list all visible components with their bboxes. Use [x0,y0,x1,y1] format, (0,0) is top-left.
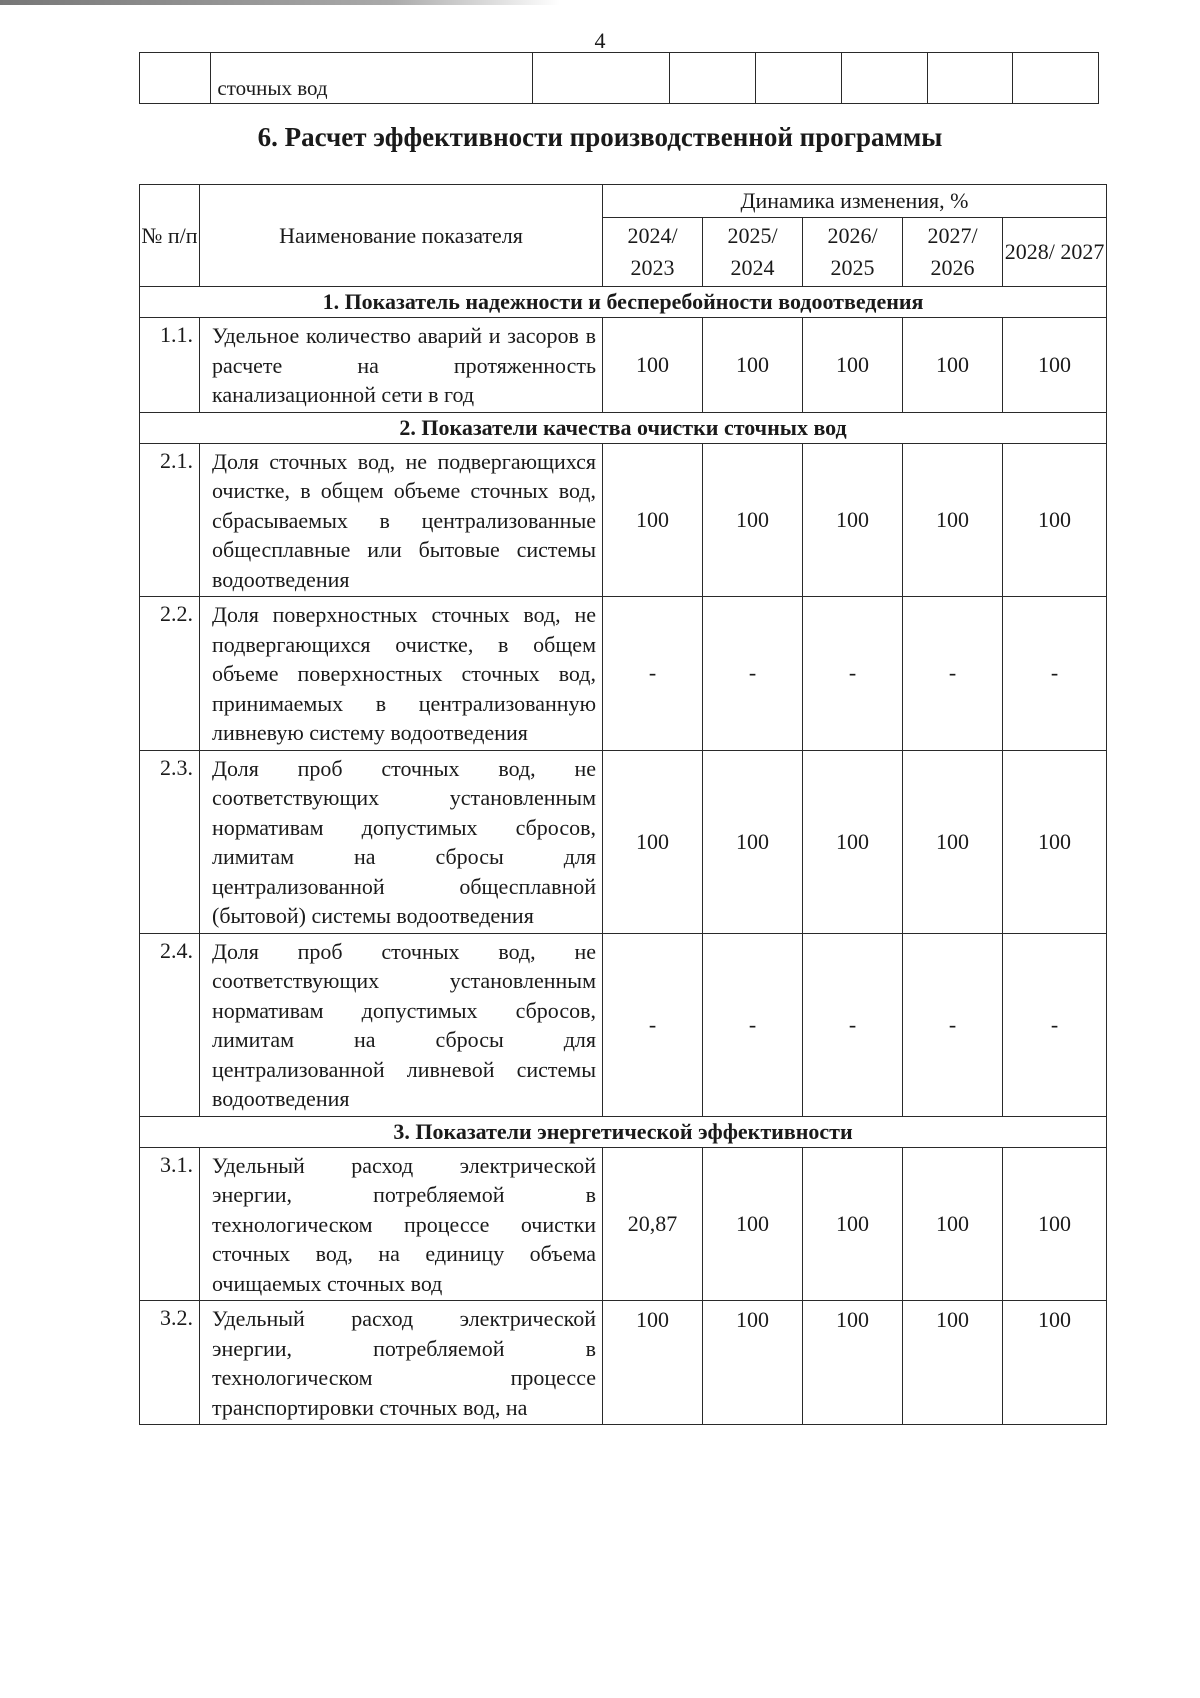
group-title: 3. Показатели энергетической эффективности [140,1116,1107,1147]
table-row [140,318,1107,413]
row-value: 100 [803,443,903,597]
row-num: 1.1. [140,318,200,413]
scan-edge-shadow [0,0,560,5]
group-row [140,287,1107,318]
row-value: - [803,933,903,1116]
row-value: - [903,933,1003,1116]
row-value: - [603,597,703,751]
row-value: - [903,597,1003,751]
row-value: - [1003,597,1107,751]
group-title: 1. Показатель надежности и бесперебойности водоотведения [140,287,1107,318]
row-value: 100 [603,1301,703,1425]
row-value: 100 [703,1147,803,1301]
row-value: 100 [703,318,803,413]
row-name: Доля сточных вод, не подвергающихся очистке, в общем объеме сточных вод, сбрасываемых в централизованные общесплавные или бытовые системы водоотведения [200,443,603,597]
row-value: 100 [1003,318,1107,413]
row-value: - [1003,933,1107,1116]
row-value: 100 [803,1301,903,1425]
row-num: 2.4. [140,933,200,1116]
efficiency-table [139,184,1107,1425]
continuation-text: сточных вод [211,53,532,104]
empty-cell [1013,53,1099,104]
continuation-table [139,52,1099,104]
row-num: 2.1. [140,443,200,597]
row-value: - [603,933,703,1116]
header-dynamics: Динамика изменения, % [603,185,1107,218]
row-value: 100 [903,318,1003,413]
table-row [140,53,1099,104]
row-num: 2.2. [140,597,200,751]
row-value: 100 [803,1147,903,1301]
group-row [140,1116,1107,1147]
row-num: 3.2. [140,1301,200,1425]
row-value: - [803,597,903,751]
row-value: 100 [903,1147,1003,1301]
header-year: 2028/ 2027 [1003,218,1107,287]
header-num: № п/п [140,185,200,287]
row-name: Доля проб сточных вод, не соответствующих установленным нормативам допустимых сбросов, лимитам на сбросы для централизованной ливневой системы водоотведения [200,933,603,1116]
empty-cell [140,53,211,104]
row-value: 100 [903,443,1003,597]
row-num: 3.1. [140,1147,200,1301]
table-row [140,1147,1107,1301]
row-value: - [703,933,803,1116]
header-year: 2027/ 2026 [903,218,1003,287]
header-name: Наименование показателя [200,185,603,287]
row-value: 100 [803,750,903,933]
page-number: 4 [594,28,606,53]
row-value: 100 [903,750,1003,933]
row-value: - [703,597,803,751]
row-value: 100 [1003,443,1107,597]
row-name: Доля проб сточных вод, не соответствующих установленным нормативам допустимых сбросов, лимитам на сбросы для централизованной общесплавной (бытовой) системы водоотведения [200,750,603,933]
row-value: 100 [603,318,703,413]
row-value: 20,87 [603,1147,703,1301]
header-year: 2026/ 2025 [803,218,903,287]
row-value: 100 [1003,750,1107,933]
header-row [140,185,1107,218]
empty-cell [841,53,927,104]
empty-cell [756,53,842,104]
row-value: 100 [703,1301,803,1425]
row-value: 100 [703,750,803,933]
table-row [140,750,1107,933]
row-value: 100 [903,1301,1003,1425]
table-row [140,597,1107,751]
row-name: Удельный расход электрической энергии, потребляемой в технологическом процессе транспортировки сточных вод, на [200,1301,603,1425]
group-title: 2. Показатели качества очистки сточных вод [140,412,1107,443]
group-row [140,412,1107,443]
row-value: 100 [703,443,803,597]
row-name: Доля поверхностных сточных вод, не подвергающихся очистке, в общем объеме поверхностных сточных вод, принимаемых в централизованную ливневую систему водоотведения [200,597,603,751]
empty-cell [927,53,1013,104]
empty-cell [532,53,670,104]
empty-cell [670,53,756,104]
header-year: 2024/ 2023 [603,218,703,287]
table-row [140,933,1107,1116]
row-value: 100 [603,750,703,933]
section-title: 6. Расчет эффективности производственной программы [257,122,943,152]
row-value: 100 [803,318,903,413]
table-row [140,443,1107,597]
row-value: 100 [1003,1147,1107,1301]
row-value: 100 [1003,1301,1107,1425]
row-name: Удельный расход электрической энергии, потребляемой в технологическом процессе очистки сточных вод, на единицу объема очищаемых сточных вод [200,1147,603,1301]
table-row [140,1301,1107,1425]
row-name: Удельное количество аварий и засоров в расчете на протяженность канализационной сети в год [200,318,603,413]
row-value: 100 [603,443,703,597]
header-year: 2025/ 2024 [703,218,803,287]
row-num: 2.3. [140,750,200,933]
